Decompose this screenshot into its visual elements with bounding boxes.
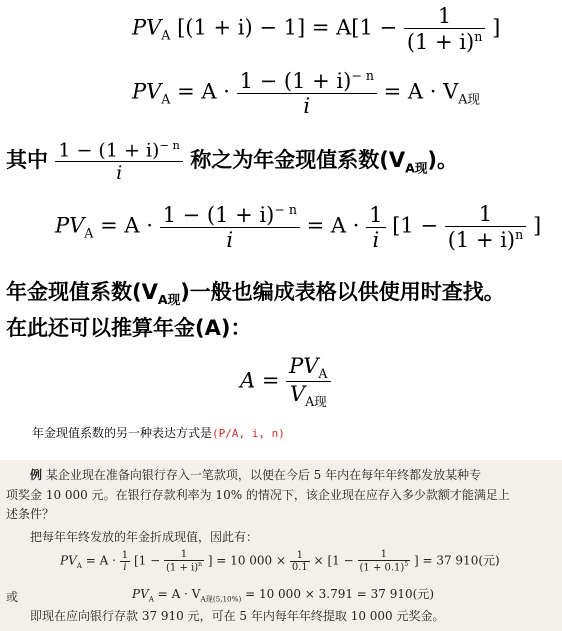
formula-4-f3-num: 1 [445, 202, 527, 227]
example-p2: 项奖金 10 000 元。在银行存款利率为 10% 的情况下，该企业现在应存入多少款额才能满足上 [6, 488, 510, 502]
table-note-text: 年金现值系数(V [6, 280, 158, 304]
example-label: 例 [30, 468, 43, 482]
example-equation-2 [132, 585, 434, 604]
alternative-notation-note [32, 424, 285, 441]
e1-e: ] = 37 910(元) [413, 553, 500, 568]
formula-4-eq2: = A · [306, 213, 360, 238]
example-equation-1 [60, 549, 500, 573]
e1-f2-sup: n [198, 561, 202, 568]
formula-2-den: i [303, 94, 311, 118]
e1-fraction-4 [358, 549, 411, 573]
formula-2-rhs: = A · V [383, 79, 459, 104]
definition-den: i [116, 162, 123, 185]
formula-1-fraction [404, 4, 486, 54]
formula-4-lhs: PV [55, 213, 85, 238]
formula-4-num-sup: − n [274, 202, 297, 217]
formula-4 [55, 202, 541, 252]
e1-a: = A · [85, 553, 116, 568]
formula-2-num: 1 − (1 + i) [239, 69, 352, 93]
e1-lhs-sub: A [76, 561, 82, 571]
coefficient-definition [6, 138, 458, 184]
e1-fraction-2 [164, 549, 204, 573]
definition-suffix-sub: A现 [405, 160, 428, 176]
formula-1-mid: [(1 + i) − 1] = A[1 − [177, 15, 398, 40]
formula-7 [240, 354, 331, 410]
note-code: (P/A, i, n) [212, 427, 285, 440]
e1-f4-den: (1 + 0.1) [359, 562, 405, 574]
e1-f1-num: 1 [121, 549, 129, 561]
e1-d: × [1 − [313, 553, 354, 568]
formula-4-f2-den: i [372, 227, 380, 252]
formula-1-lhs: PV [132, 15, 162, 40]
formula-2-lhs: PV [132, 79, 162, 104]
formula-4-den: i [226, 228, 234, 252]
example-line-1 [30, 466, 481, 483]
formula-2-num-sup: − n [351, 68, 374, 83]
formula-7-num: PV [289, 354, 319, 378]
formula-4-bracket: [1 − [392, 213, 439, 238]
e1-fraction-1 [120, 550, 130, 573]
e1-f2-den: (1 + i) [166, 562, 199, 574]
example-p4: 把每年年终发放的年金折成现值，因此有： [30, 530, 259, 544]
e2-lhs-sub: A [148, 594, 154, 604]
formula-1-num: 1 [404, 4, 486, 29]
formula-7-num-sub: A [318, 366, 328, 382]
formula-4-fraction-1 [160, 202, 300, 252]
formula-1-den: (1 + i) [406, 30, 475, 54]
formula-4-num: 1 − (1 + i) [162, 203, 275, 227]
e1-b: [1 − [133, 553, 161, 568]
formula-1-lhs-sub: A [161, 27, 171, 43]
formula-4-fraction-2 [366, 203, 385, 252]
e1-f4-sup: 5 [404, 561, 409, 568]
formula-4-f3-den: (1 + i) [447, 228, 516, 252]
definition-fraction [55, 138, 183, 184]
e2-sub: A现(5,10%) [200, 594, 242, 604]
formula-4-fraction-3 [445, 202, 527, 252]
formula-4-eq: = A · [100, 213, 153, 238]
e2-b: = 10 000 × 3.791 = 37 910(元) [245, 587, 435, 601]
formula-7-den-sub: A现 [305, 394, 327, 410]
formula-1-den-sup: n [474, 29, 483, 44]
definition-num: 1 − (1 + i) [58, 139, 160, 162]
formula-4-f2-num: 1 [366, 203, 385, 228]
formula-2-fraction [237, 68, 377, 118]
e1-f2-num: 1 [164, 549, 204, 561]
formula-4-lhs-sub: A [84, 225, 94, 241]
e2-a: = A · V [157, 587, 201, 601]
table-note-sub: A现 [157, 292, 181, 308]
e1-lhs: PV [60, 553, 77, 568]
e1-f3-den: 0.1 [291, 561, 308, 573]
formula-4-close: ] [532, 213, 542, 238]
e1-fraction-3 [290, 550, 310, 573]
definition-end: )。 [427, 148, 459, 173]
table-note-end: )一般也编成表格以供使用时查找。 [180, 280, 505, 304]
formula-7-den: V [289, 382, 306, 407]
formula-2-lhs-sub: A [161, 91, 171, 107]
example-p3: 述条件？ [6, 507, 55, 521]
formula-1-tail: ] [492, 15, 501, 40]
example-p5: 即现在应向银行存款 37 910 元，可在 5 年内每年年终提取 10 000 元奖金。 [30, 609, 445, 623]
definition-prefix: 其中 [6, 148, 48, 173]
formula-2 [132, 68, 480, 118]
note-text: 年金现值系数的另一种表达方式是 [32, 426, 213, 440]
e1-f4-num: 1 [358, 549, 411, 561]
formula-2-eq: = A · [177, 79, 230, 104]
derive-annuity-line: 在此还可以推算年金(A)： [6, 316, 252, 340]
e2-lhs: PV [132, 587, 149, 601]
formula-7-fraction [286, 354, 330, 410]
example-or: 或 [6, 590, 19, 604]
table-note-line [6, 276, 505, 308]
formula-1 [132, 4, 500, 54]
e1-c: ] = 10 000 × [207, 553, 287, 568]
formula-2-rhs-sub: A现 [458, 91, 480, 107]
formula-7-lhs: A = [240, 368, 280, 393]
definition-num-sup: − n [159, 138, 180, 152]
e1-f3-num: 1 [290, 550, 310, 562]
formula-4-f3-sup: n [515, 227, 524, 242]
definition-suffix: 称之为年金现值系数(V [190, 148, 406, 173]
example-p1: 某企业现在准备向银行存入一笔款项，以便在今后 5 年内在每年年终都发放某种专 [45, 468, 482, 482]
e1-f1-den: i [123, 561, 127, 573]
